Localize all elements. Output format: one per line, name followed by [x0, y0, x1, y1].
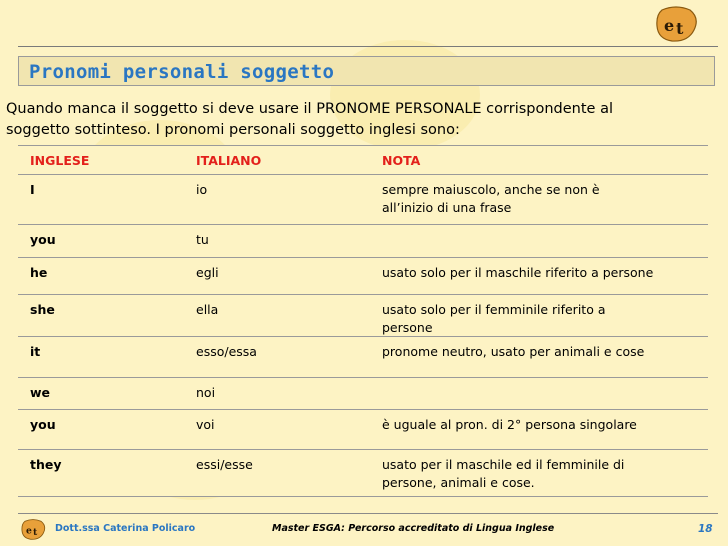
- cell-italian: voi: [196, 417, 215, 432]
- note-line: pronome neutro, usato per animali e cose: [382, 344, 645, 359]
- intro-line: soggetto sottinteso. I pronomi personali soggetto inglesi sono:: [6, 122, 460, 138]
- svg-text:t: t: [33, 527, 38, 539]
- table-row: [18, 257, 708, 294]
- svg-text:e: e: [26, 525, 32, 537]
- cell-english: you: [30, 232, 56, 247]
- cell-italian: essi/esse: [196, 457, 253, 472]
- cell-italian: io: [196, 182, 208, 197]
- cell-italian: noi: [196, 385, 216, 400]
- intro-paragraph: [6, 99, 718, 141]
- cell-note: [382, 264, 702, 282]
- cell-english: it: [30, 344, 41, 359]
- note-line: usato solo per il femminile riferito a: [382, 302, 606, 317]
- table-row: [18, 449, 708, 497]
- bottom-divider: [18, 513, 718, 514]
- note-line: all’inizio di una frase: [382, 200, 512, 215]
- table-row: [18, 409, 708, 449]
- et-logo-icon: [654, 6, 698, 44]
- footer-course: Master ESGA: Percorso accreditato di Lingua Inglese: [272, 523, 555, 534]
- intro-line: Quando manca il soggetto si deve usare il PRONOME PERSONALE corrispondente al: [6, 101, 613, 117]
- note-line: sempre maiuscolo, anche se non è: [382, 182, 600, 197]
- table-row: [18, 377, 708, 409]
- cell-note: [382, 456, 702, 492]
- table-row: [18, 224, 708, 257]
- table-header-row: [18, 145, 708, 174]
- svg-text:t: t: [676, 19, 684, 38]
- cell-english: I: [30, 182, 35, 197]
- cell-italian: ella: [196, 302, 219, 317]
- page-number: 18: [698, 523, 713, 535]
- cell-italian: egli: [196, 265, 219, 280]
- cell-english: you: [30, 417, 56, 432]
- cell-note: [382, 343, 702, 361]
- footer-author: Dott.ssa Caterina Policaro: [55, 523, 196, 534]
- cell-italian: esso/essa: [196, 344, 257, 359]
- svg-text:e: e: [664, 16, 675, 35]
- title-bar: [18, 56, 715, 86]
- cell-note: [382, 301, 702, 337]
- header-nota: NOTA: [382, 153, 421, 168]
- page-title: Pronomi personali soggetto: [29, 61, 335, 83]
- note-line: usato per il maschile ed il femminile di: [382, 457, 625, 472]
- cell-note: [382, 181, 702, 217]
- table-row: [18, 336, 708, 377]
- cell-english: we: [30, 385, 51, 400]
- cell-italian: tu: [196, 232, 209, 247]
- top-divider: [18, 46, 718, 47]
- table-row: [18, 174, 708, 224]
- note-line: persone: [382, 320, 433, 335]
- header-italiano: ITALIANO: [196, 153, 262, 168]
- pronouns-table: [18, 145, 708, 497]
- et-logo-icon: [20, 519, 46, 541]
- note-line: usato solo per il maschile riferito a persone: [382, 265, 654, 280]
- note-line: è uguale al pron. di 2° persona singolare: [382, 417, 637, 432]
- table-row: [18, 294, 708, 336]
- cell-english: he: [30, 265, 48, 280]
- cell-note: [382, 416, 702, 434]
- cell-english: they: [30, 457, 62, 472]
- note-line: persone, animali e cose.: [382, 475, 535, 490]
- cell-english: she: [30, 302, 55, 317]
- header-inglese: INGLESE: [30, 153, 90, 168]
